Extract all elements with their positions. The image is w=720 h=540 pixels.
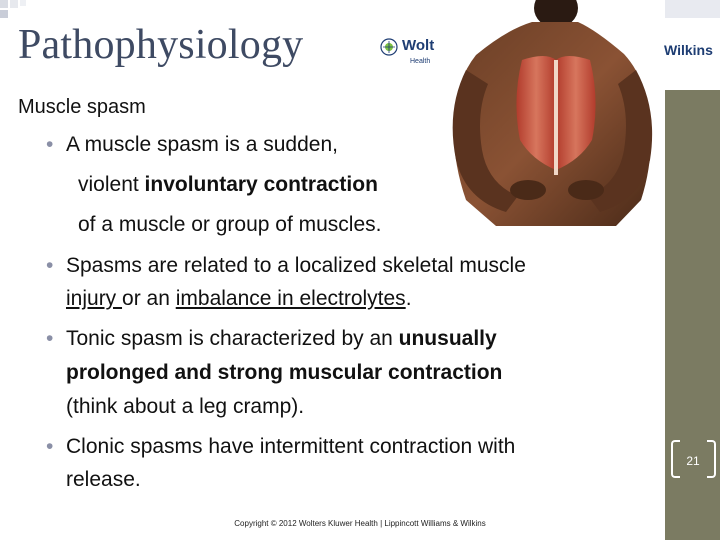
bullet-marker: • <box>46 254 54 277</box>
bullet-4-text-end: release. <box>66 468 141 491</box>
bullet-4-text: Clonic spasms have intermittent contraction with <box>66 435 516 458</box>
bullet-1-line-2 <box>78 168 378 202</box>
bullet-1-text-end: of a muscle or group of muscles. <box>78 213 382 236</box>
bullet-2-line-2 <box>66 282 412 316</box>
bullet-3-line-1 <box>46 322 497 356</box>
bullet-marker: • <box>46 133 54 156</box>
decorative-square <box>20 0 26 6</box>
bullet-2-text-end: . <box>405 287 412 310</box>
bullet-1-text-pre: violent <box>78 173 145 196</box>
bullet-marker: • <box>46 327 54 350</box>
bullet-1-text-bold: involuntary contraction <box>144 173 378 196</box>
bullet-3-text-bold-2: prolonged and strong muscular contraction <box>66 361 503 384</box>
bullet-4-line-1 <box>46 430 516 464</box>
bullet-2-line-1 <box>46 249 526 283</box>
bullet-1-line-3 <box>78 208 381 242</box>
bullet-1-line-1 <box>46 128 338 162</box>
copyright-footer: Copyright © 2012 Wolters Kluwer Health | Lippincott Williams & Wilkins <box>234 519 486 528</box>
decorative-square <box>0 10 8 18</box>
bullet-2-underline-2: imbalance in electrolytes <box>175 287 406 310</box>
page-number: 21 <box>686 454 700 468</box>
bullet-2-underline-1: injury <box>66 287 123 310</box>
bullet-3-text-end: (think about a leg cramp). <box>66 395 305 418</box>
bullet-3-text-bold: unusually <box>398 327 497 350</box>
top-strip <box>665 0 720 18</box>
bullet-2-text-mid: or an <box>122 287 176 310</box>
wk-globe-icon <box>380 38 398 56</box>
back-muscle-photo <box>436 0 664 226</box>
decorative-square <box>10 0 18 8</box>
bullet-2-text: Spasms are related to a localized skeletal muscle <box>66 254 526 277</box>
bullet-3-line-2 <box>66 356 502 390</box>
bullet-1-text: A muscle spasm is a sudden, <box>66 133 338 156</box>
logo-name-right: Wilkins <box>664 42 713 58</box>
logo-name: Wolt <box>402 37 435 54</box>
logo-subtext: Health <box>410 58 431 65</box>
bullet-3-line-3 <box>66 390 304 424</box>
bullet-4-line-2 <box>66 463 141 497</box>
section-heading: Muscle spasm <box>18 96 146 118</box>
slide-title: Pathophysiology <box>18 22 304 68</box>
bullet-3-text-pre: Tonic spasm is characterized by an <box>66 327 399 350</box>
bullet-marker: • <box>46 435 54 458</box>
decorative-square <box>0 0 8 8</box>
